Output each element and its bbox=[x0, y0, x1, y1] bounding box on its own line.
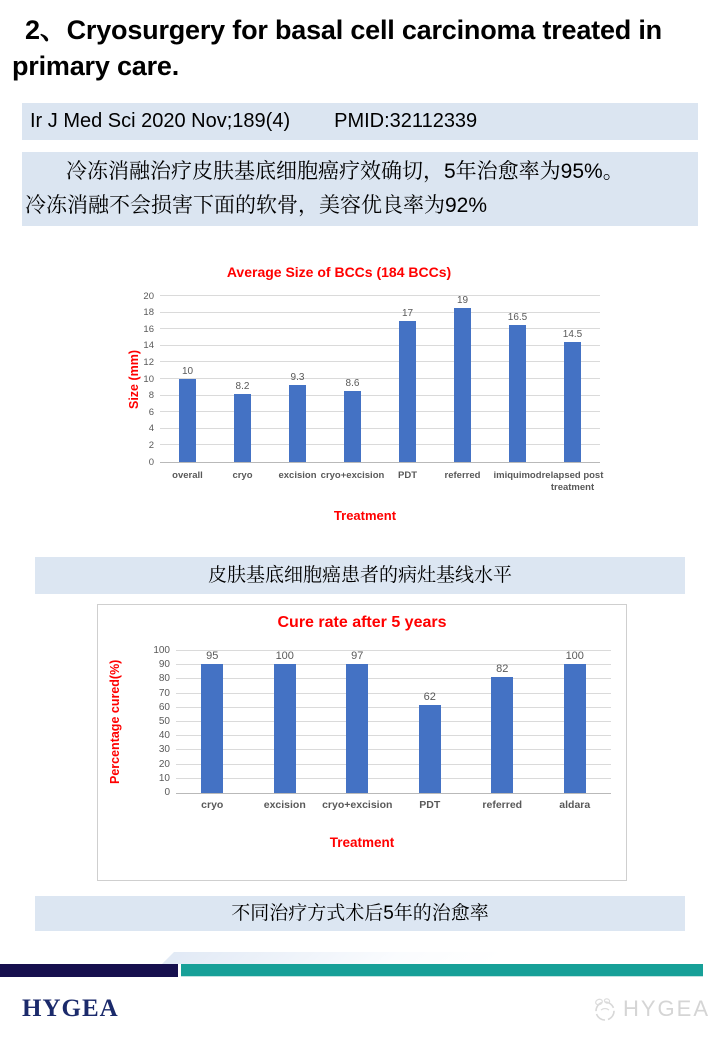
summary-block bbox=[22, 152, 698, 226]
bar-slot bbox=[321, 651, 394, 793]
bar bbox=[564, 342, 581, 462]
chart1-x-axis-label: Treatment bbox=[333, 508, 397, 523]
footer-highlight-streak bbox=[162, 952, 504, 964]
bar-slot bbox=[325, 296, 380, 462]
category-label: imiquimod bbox=[493, 470, 542, 481]
bar-value-label: 8.2 bbox=[235, 380, 250, 392]
bar-value-label: 95 bbox=[206, 650, 219, 662]
summary-line1: 冷冻消融治疗皮肤基底细胞癌疗效确切，5年治愈率为95%。 bbox=[66, 160, 624, 183]
y-tick-label: 0 bbox=[148, 456, 154, 468]
bar-slot bbox=[539, 651, 612, 793]
chart2-category-axis bbox=[176, 799, 611, 812]
bar-slot bbox=[490, 296, 545, 462]
y-tick-label: 14 bbox=[143, 340, 154, 352]
bar-slot bbox=[545, 296, 600, 462]
y-tick-label: 60 bbox=[158, 701, 170, 713]
page-title bbox=[12, 12, 705, 84]
summary-line2: 冷冻消融不会损害下面的软骨，美容优良率为92% bbox=[25, 194, 488, 217]
bar bbox=[454, 308, 471, 462]
bar bbox=[289, 385, 306, 462]
bar-value-label: 62 bbox=[423, 690, 436, 703]
bar bbox=[234, 394, 251, 462]
hygea-watermark-text: HYGEA bbox=[622, 996, 710, 1021]
bar-slot bbox=[249, 651, 322, 793]
citation-bar bbox=[22, 103, 698, 140]
bar-value-label: 97 bbox=[351, 650, 364, 662]
hygea-watermark bbox=[591, 996, 710, 1022]
y-tick-label: 6 bbox=[148, 406, 154, 418]
footer-bar-teal-segment bbox=[181, 964, 703, 977]
bar-slot bbox=[394, 651, 467, 793]
y-tick-label: 8 bbox=[148, 389, 154, 401]
bar bbox=[179, 379, 196, 462]
y-tick-label: 100 bbox=[153, 645, 170, 656]
category-label: cryo+excision bbox=[320, 470, 385, 481]
bar bbox=[399, 321, 416, 462]
chart2-title: Cure rate after 5 years bbox=[277, 614, 447, 631]
category-label: aldara bbox=[559, 799, 591, 811]
bar bbox=[509, 325, 526, 462]
page-title-line1: 2、Cryosurgery for basal cell carcinoma treated in bbox=[25, 15, 662, 45]
bar-value-label: 10 bbox=[181, 366, 194, 377]
bar-value-label: 100 bbox=[275, 650, 294, 662]
category-label: relapsed post treatment bbox=[541, 470, 604, 493]
y-tick-label: 20 bbox=[158, 758, 170, 770]
y-tick-label: 30 bbox=[158, 744, 170, 756]
bar-value-label: 8.6 bbox=[345, 377, 360, 389]
bar bbox=[564, 664, 586, 793]
category-label: cryo+excision bbox=[322, 799, 393, 811]
chart2-x-axis-label: Treatment bbox=[329, 835, 395, 850]
y-tick-label: 90 bbox=[158, 659, 170, 671]
bar-value-label: 9.3 bbox=[290, 371, 305, 383]
chart-average-size-of-bccs bbox=[125, 258, 605, 532]
footer-divider-bar bbox=[0, 964, 703, 977]
footer-bar-navy-segment bbox=[0, 964, 178, 977]
bar-slot bbox=[435, 296, 490, 462]
y-tick-label: 4 bbox=[148, 423, 154, 435]
chart2-caption: 不同治疗方式术后5年的治愈率 bbox=[35, 896, 685, 931]
bar-slot bbox=[380, 296, 435, 462]
bar-value-label: 17 bbox=[401, 307, 414, 319]
category-label: cryo bbox=[201, 799, 224, 811]
chart1-title: Average Size of BCCs (184 BCCs) bbox=[226, 264, 452, 280]
category-label: PDT bbox=[398, 470, 417, 481]
category-label: overall bbox=[172, 470, 203, 481]
y-tick-label: 70 bbox=[158, 687, 170, 699]
bar-slot bbox=[466, 651, 539, 793]
bar bbox=[419, 705, 441, 793]
bar-value-label: 19 bbox=[456, 295, 469, 306]
y-tick-label: 40 bbox=[158, 730, 170, 742]
y-tick-label: 18 bbox=[143, 306, 154, 318]
y-tick-label: 10 bbox=[158, 772, 170, 784]
y-tick-label: 20 bbox=[143, 290, 154, 302]
y-tick-label: 12 bbox=[143, 356, 154, 368]
category-label: referred bbox=[444, 470, 481, 481]
y-tick-label: 10 bbox=[143, 373, 154, 385]
chart1-caption: 皮肤基底细胞癌患者的病灶基线水平 bbox=[35, 557, 685, 594]
hygea-logo: HYGEA bbox=[22, 995, 119, 1022]
chart1-y-axis-label: Size (mm) bbox=[127, 349, 141, 409]
bar-value-label: 100 bbox=[565, 650, 584, 662]
citation-journal: Ir J Med Sci 2020 Nov;189(4) bbox=[30, 110, 291, 132]
y-tick-label: 2 bbox=[148, 439, 154, 451]
bar-slot bbox=[176, 651, 249, 793]
bar bbox=[346, 664, 368, 793]
bar-value-label: 16.5 bbox=[507, 312, 528, 324]
bar-slot bbox=[270, 296, 325, 462]
bar bbox=[274, 664, 296, 793]
bar-value-label: 14.5 bbox=[562, 328, 583, 340]
bars-row bbox=[160, 296, 600, 462]
y-tick-label: 0 bbox=[164, 787, 170, 798]
category-label: excision bbox=[263, 799, 306, 811]
bar bbox=[491, 677, 513, 793]
chart2-plot-area bbox=[153, 645, 611, 798]
citation-pmid: PMID:32112339 bbox=[334, 110, 478, 132]
bar-slot bbox=[160, 296, 215, 462]
chart-cure-rate-after-5-years bbox=[97, 604, 627, 881]
bar-value-label: 82 bbox=[496, 662, 509, 675]
y-tick-label: 16 bbox=[143, 323, 154, 335]
page-title-line2: primary care. bbox=[12, 51, 180, 81]
hygea-watermark-icon bbox=[591, 996, 617, 1022]
bars-row bbox=[176, 651, 611, 793]
y-tick-label: 80 bbox=[158, 673, 170, 685]
y-tick-label: 50 bbox=[158, 716, 170, 727]
chart1-category-axis bbox=[160, 470, 604, 494]
category-label: PDT bbox=[419, 799, 441, 811]
category-label: referred bbox=[482, 799, 523, 811]
bar bbox=[344, 391, 361, 462]
chart2-y-axis-label: Percentage cured(%) bbox=[108, 659, 122, 785]
bar-slot bbox=[215, 296, 270, 462]
category-label: excision bbox=[278, 470, 317, 481]
chart1-plot-area bbox=[143, 290, 600, 468]
bar bbox=[201, 664, 223, 793]
category-label: cryo bbox=[232, 470, 253, 481]
